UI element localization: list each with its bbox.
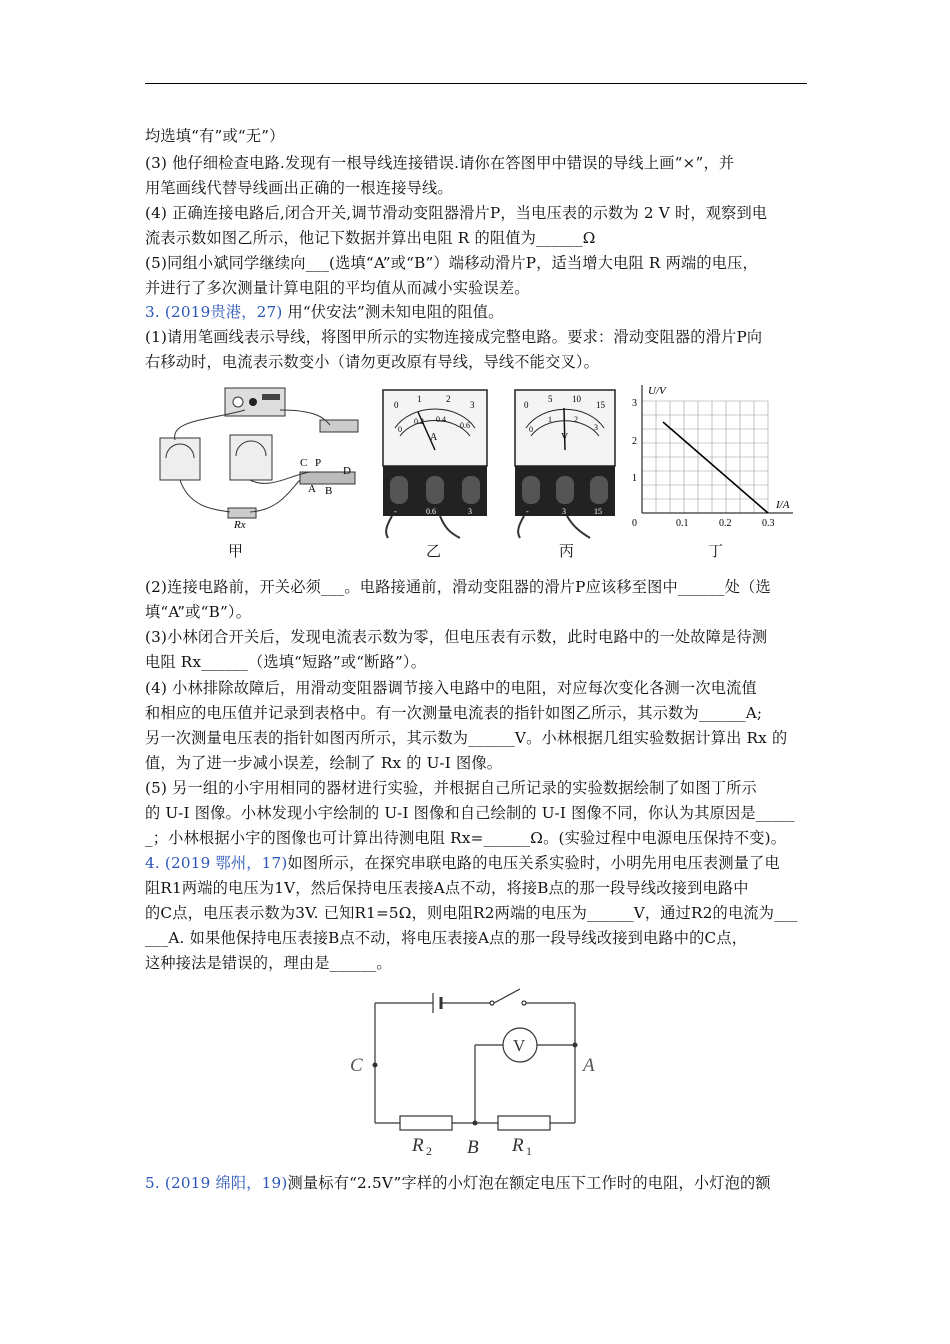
caption-yi: 乙 (426, 542, 442, 560)
ammeter-tick: 0 (394, 400, 399, 410)
label-A: A (308, 483, 316, 495)
text-line: 并进行了多次测量计算电阻的平均值从而减小实验误差。 (145, 279, 530, 297)
voltmeter-tick: 15 (596, 400, 605, 410)
figure-ammeter (380, 388, 492, 540)
ammeter-tick: 2 (446, 394, 451, 404)
graph-origin: 0 (632, 518, 637, 529)
ammeter-terminal: 3 (468, 507, 472, 516)
voltmeter-tick: 5 (548, 394, 553, 404)
voltmeter-terminal: - (526, 507, 529, 516)
text-line: (5) 另一组的小宇用相同的器材进行实验，并根据自己所记录的实验数据绘制了如图丁所示 (145, 779, 757, 797)
ammeter-tick: 3 (470, 400, 475, 410)
caption-bing: 丙 (559, 542, 575, 560)
circuit-label-B: B (467, 1137, 479, 1158)
voltmeter-tick: 0 (524, 400, 529, 410)
text-line: (2)连接电路前，开关必须___。电路接通前，滑动变阻器的滑片P应该移至图中______处（选 (145, 578, 771, 596)
question-5-text: 测量标有“2.5V”字样的小灯泡在额定电压下工作时的电阻，小灯泡的额 (287, 1174, 771, 1192)
text-line: 电阻 Rx______（选填“短路”或“断路”）。 (145, 653, 427, 671)
voltmeter-tick: 10 (572, 394, 581, 404)
voltmeter-symbol: V (561, 432, 569, 443)
question-3-title (145, 300, 504, 324)
question-3-text: 用“伏安法”测未知电阻的阻值。 (282, 303, 504, 321)
text-line: 和相应的电压值并记录到表格中。有一次测量电流表的指针如图乙所示，其示数为______A; (145, 704, 763, 722)
circuit-label-R1-sub: 1 (526, 1144, 532, 1158)
text-line: 流表示数如图乙所示，他记下数据并算出电阻 R 的阻值为______Ω (145, 229, 596, 247)
ammeter-tick: 0.6 (460, 421, 470, 430)
figure-ui-graph (628, 380, 808, 532)
circuit-voltmeter-symbol: V (513, 1036, 526, 1055)
question-3-label: 3. (2019贵港，27) (145, 303, 283, 321)
text-line: (3) 他仔细检查电路.发现有一根导线连接错误.请你在答图甲中错误的导线上画“×”，并 (145, 154, 735, 172)
figure-voltmeter (512, 388, 620, 540)
question-5-label: 5. (2019 绵阳，19) (145, 1174, 288, 1192)
text-line: (4) 正确连接电路后,闭合开关,调节滑动变阻器滑片P，当电压表的示数为 2 V 时，观察到电 (145, 204, 768, 222)
circuit-label-C: C (350, 1055, 363, 1076)
graph-ytick: 3 (632, 398, 637, 409)
ammeter-terminal: - (394, 507, 397, 516)
text-line: (5)同组小斌同学继续向___(选填“A”或“B”）端移动滑片P，适当增大电阻 R 两端的电压， (145, 254, 758, 272)
ammeter-tick: 0 (398, 425, 402, 434)
text-line: 均选填“有”或“无”） (145, 127, 285, 145)
graph-ytick: 2 (632, 436, 637, 447)
voltmeter-terminal: 15 (594, 507, 602, 516)
text-line: (4) 小林排除故障后，用滑动变阻器调节接入电路中的电阻，对应每次变化各测一次电流值 (145, 679, 757, 697)
text-line: 的 U-I 图像。小林发现小宇绘制的 U-I 图像和自己绘制的 U-I 图像不同，你认为其原因是_____ (145, 804, 795, 822)
label-D: D (343, 465, 351, 477)
label-B: B (325, 485, 333, 497)
text-line: 的C点，电压表示数为3V. 已知R1=5Ω，则电阻R2两端的电压为______V，通过R2的电流为___ (145, 904, 798, 922)
text-line: 值，为了进一步减小误差，绘制了 Rx 的 U-I 图像。 (145, 754, 503, 772)
caption-jia: 甲 (228, 542, 244, 560)
graph-ytick: 1 (632, 473, 637, 484)
circuit-label-R2: R (412, 1135, 424, 1156)
figure-apparatus (150, 380, 370, 530)
text-line: 右移动时，电流表示数变小（请勿更改原有导线，导线不能交叉）。 (145, 353, 600, 371)
ammeter-terminal: 0.6 (426, 507, 436, 516)
circuit-label-A: A (583, 1055, 595, 1076)
voltmeter-tick: 1 (548, 415, 552, 424)
voltmeter-tick: 2 (574, 415, 578, 424)
graph-ylabel: U/V (648, 385, 666, 397)
ammeter-tick: 1 (417, 394, 422, 404)
ammeter-tick: 0.2 (414, 417, 424, 426)
text-line: 阻R1两端的电压为1V，然后保持电压表接A点不动，将接B点的那一段导线改接到电路中 (145, 879, 749, 897)
text-line: 另一次测量电压表的指针如图丙所示，其示数为______V。小林根据几组实验数据计算出 Rx 的 (145, 729, 788, 747)
label-C: C (300, 457, 308, 469)
graph-xtick: 0.1 (676, 518, 689, 529)
text-line: ___A. 如果他保持电压表接B点不动，将电压表接A点的那一段导线改接到电路中的C点， (145, 929, 748, 947)
text-line: 这种接法是错误的，理由是______。 (145, 954, 392, 972)
circuit-label-R2-sub: 2 (426, 1144, 432, 1158)
question-5-title (145, 1171, 771, 1195)
graph-xtick: 0.2 (719, 518, 732, 529)
question-4-label: 4. (2019 鄂州，17) (145, 854, 288, 872)
question-4-text: 如图所示，在探究串联电路的电压关系实验时，小明先用电压表测量了电 (287, 854, 780, 872)
text-line: (1)请用笔画线表示导线，将图甲所示的实物连接成完整电路。要求：滑动变阻器的滑片P向 (145, 328, 763, 346)
voltmeter-tick: 0 (529, 425, 533, 434)
ammeter-tick: 0.4 (436, 415, 446, 424)
text-line: _；小林根据小宇的图像也可计算出待测电阻 Rx=______Ω。(实验过程中电源电压保持不变)。 (145, 829, 787, 847)
figure-circuit (340, 985, 610, 1160)
circuit-label-R1: R (512, 1135, 524, 1156)
voltmeter-terminal: 3 (562, 507, 566, 516)
graph-xtick: 0.3 (762, 518, 775, 529)
question-4-title (145, 851, 780, 875)
label-Rx: Rx (234, 519, 246, 530)
header-rule (145, 83, 807, 84)
text-line: 用笔画线代替导线画出正确的一根连接导线。 (145, 179, 453, 197)
label-P: P (315, 457, 322, 469)
graph-xlabel: I/A (776, 499, 790, 511)
ammeter-symbol: A (430, 432, 438, 443)
caption-ding: 丁 (708, 542, 724, 560)
voltmeter-tick: 3 (594, 423, 598, 432)
text-line: (3)小林闭合开关后，发现电流表示数为零，但电压表有示数，此时电路中的一处故障是待测 (145, 628, 768, 646)
text-line: 填“A”或“B”）。 (145, 603, 252, 621)
